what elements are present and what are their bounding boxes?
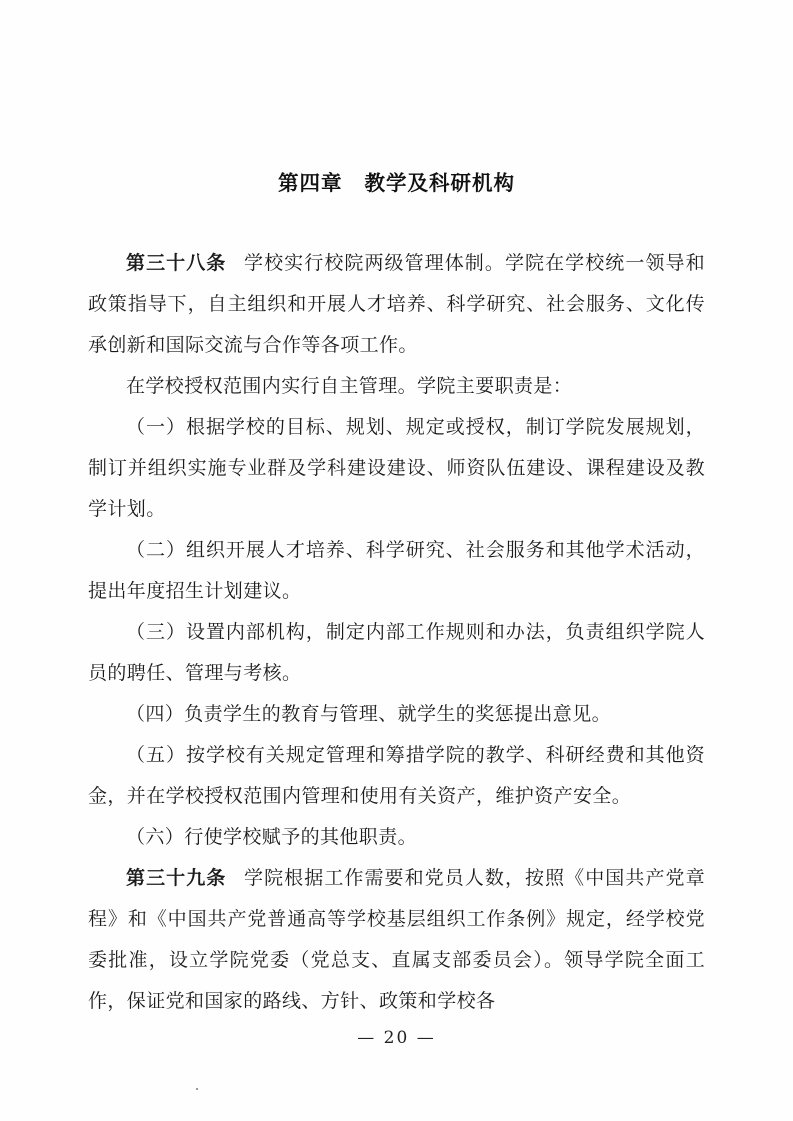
paragraph-text: （一）根据学校的目标、规划、规定或授权，制订学院发展规划，制订并组织实施专业群及学科建设建设、师资队伍建设、课程建设及教学计划。: [88, 416, 705, 520]
paragraph-article-39: [88, 858, 705, 1022]
paragraph-text: （二）组织开展人才培养、科学研究、社会服务和其他学术活动，提出年度招生计划建议。: [88, 539, 705, 602]
paragraph-item-1: [88, 407, 705, 530]
chapter-heading: [88, 166, 705, 196]
paragraph-autonomy: [88, 366, 705, 407]
scan-artifact-dot: [196, 1088, 198, 1090]
page-number: — 20 —: [357, 1028, 436, 1048]
paragraph-text: （五）按学校有关规定管理和筹措学院的教学、科研经费和其他资金，并在学校授权范围内管理和使用有关资产，维护资产安全。: [88, 744, 705, 807]
article-label-39: 第三十九条: [126, 867, 227, 889]
paragraph-item-3: [88, 612, 705, 694]
paragraph-item-5: [88, 735, 705, 817]
chapter-heading-number: 第四章: [278, 171, 343, 195]
paragraph-text: （三）设置内部机构，制定内部工作规则和办法，负责组织学院人员的聘任、管理与考核。: [88, 621, 705, 684]
paragraph-text: （四）负责学生的教育与管理、就学生的奖惩提出意见。: [126, 703, 612, 725]
paragraph-item-2: [88, 530, 705, 612]
paragraph-item-4: [88, 694, 705, 735]
paragraph-text: （六）行使学校赋予的其他职责。: [126, 826, 418, 848]
paragraph-text: 学校实行校院两级管理体制。学院在学校统一领导和政策指导下，自主组织和开展人才培养、科学研究、社会服务、文化传承创新和国际交流与合作等各项工作。: [88, 252, 705, 356]
paragraph-item-6: [88, 817, 705, 858]
chapter-heading-title: 教学及科研机构: [364, 171, 515, 195]
paragraph-text: 在学校授权范围内实行自主管理。学院主要职责是：: [126, 375, 573, 397]
document-body: [88, 0, 705, 1022]
article-label-38: 第三十八条: [126, 252, 227, 274]
paragraph-text: 学院根据工作需要和党员人数，按照《中国共产党章程》和《中国共产党普通高等学校基层组织工作条例》规定，经学校党委批准，设立学院党委（党总支、直属支部委员会）。领导学院全面工作，保证党和国家的路线、方针、政策和学校各: [88, 867, 705, 1012]
paragraph-article-38: [88, 243, 705, 366]
